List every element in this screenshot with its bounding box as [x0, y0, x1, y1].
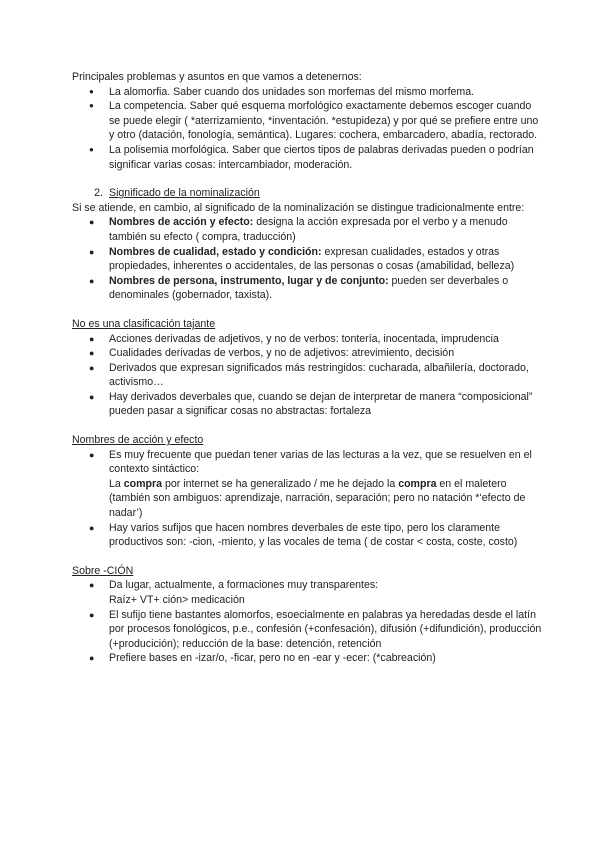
bullet-icon: ●	[89, 391, 95, 402]
bullet-icon: ●	[89, 144, 94, 154]
bullet-icon: ●	[89, 86, 94, 96]
bullet-icon: ●	[89, 449, 95, 460]
list-item: ● Nombres de acción y efecto: designa la acción expresada por el verbo y a menudo también su efecto ( compra, traducción)	[89, 216, 508, 243]
list-item: ● Derivados que expresan significados más restringidos: cucharada, albañilería, doctorado, activismo…	[89, 361, 529, 389]
bullet-icon: ●	[89, 362, 95, 373]
list-item: ● Da lugar, actualmente, a formaciones muy transparentes: Raíz+ VT+ ción> medicación	[89, 579, 379, 606]
bullet-icon: ●	[89, 348, 95, 359]
list-item: ● Nombres de persona, instrumento, lugar y de conjunto: pueden ser deverbales o denominales (gobernador, taxista).	[89, 274, 509, 302]
cion-list	[72, 578, 542, 666]
bullet-icon: ●	[89, 580, 95, 591]
list-item: ● Acciones derivadas de adjetivos, y no de verbos: tontería, inocentada, imprudencia	[89, 332, 499, 345]
section-2-heading	[72, 186, 542, 201]
section-2-intro: Si se atiende, en cambio, al significado de la nominalización se distingue tradicionalmente entre:	[72, 201, 525, 214]
section-title: Significado de la nominalización	[109, 187, 260, 200]
list-item: ● Hay derivados deverbales que, cuando se dejan de interpretar de manera “composicional” pueden pasar a significar cosas no abstractas: fortaleza	[89, 390, 533, 418]
bullet-icon: ●	[89, 275, 95, 286]
list-item: ● Hay varios sufijos que hacen nombres deverbales de este tipo, pero los claramente productivos son: -cion, -miento, y las vocales de tema ( de costar < costa, coste, costo)	[89, 521, 518, 549]
list-item: ● Es muy frecuente que puedan tener varias de las lecturas a la vez, que se resuelven en el contexto sintáctico: La compra por internet se ha generalizado / me he dejado la compra en el maletero (también son ambiguos: aprendizaje, narración, separación; pero no natación *‘efecto de nadar’)	[89, 448, 532, 520]
bullet-icon: ●	[89, 101, 94, 111]
bullet-icon: ●	[89, 609, 95, 620]
list-item: ● La polisemia morfológica. Saber que ciertos tipos de palabras derivadas pueden o podrían significar varias cosas: intercambiador, moderación.	[89, 143, 534, 171]
bullet-icon: ●	[89, 246, 95, 257]
list-item: ● Prefiere bases en -izar/o, -ficar, pero no en -ear y -ecer: (*cabreación)	[89, 652, 436, 665]
section-number: 2.	[94, 187, 103, 200]
list-item: ● La alomorfia. Saber cuando dos unidades son morfemas del mismo morfema.	[89, 85, 475, 98]
list-item: ● La competencia. Saber qué esquema morfológico exactamente debemos escoger cuando se puede elegir ( *aterrizamiento, *inventación. *estupideza) y por qué se prefiere entre uno y otro (datación, fonología, semántica). Lugares: cochera, embarcadero, abadía, rectorado.	[89, 100, 539, 142]
bullet-icon: ●	[89, 522, 95, 533]
clasificacion-list	[72, 332, 542, 420]
section-2-list	[72, 215, 542, 303]
list-item: ● El sufijo tiene bastantes alomorfos, esoecialmente en palabras ya heredadas desde el latín por procesos fonológicos, p.e., confesión (+confesación), difusión (+difundición), producción (+producición); reducción de la base: detención, retención	[89, 608, 542, 650]
list-item: ● Cualidades derivadas de verbos, y no de adjetivos: atrevimiento, decisión	[89, 347, 455, 360]
document-page	[72, 70, 542, 666]
list-item: ● Nombres de cualidad, estado y condición: expresan cualidades, estados y otras propiedades, inherentes o accidentales, de las personas o cosas (amabilidad, belleza)	[89, 245, 515, 273]
intro-title: Principales problemas y asuntos en que vamos a detenernos:	[72, 71, 362, 83]
bullet-icon: ●	[89, 653, 95, 664]
accion-heading: Nombres de acción y efecto	[72, 434, 204, 447]
accion-list	[72, 448, 542, 550]
clasificacion-heading: No es una clasificación tajante	[72, 317, 216, 330]
bullet-icon: ●	[89, 333, 95, 344]
cion-heading: Sobre -CIÓN	[72, 564, 134, 577]
bullet-icon: ●	[89, 217, 95, 228]
intro-list	[72, 85, 542, 173]
